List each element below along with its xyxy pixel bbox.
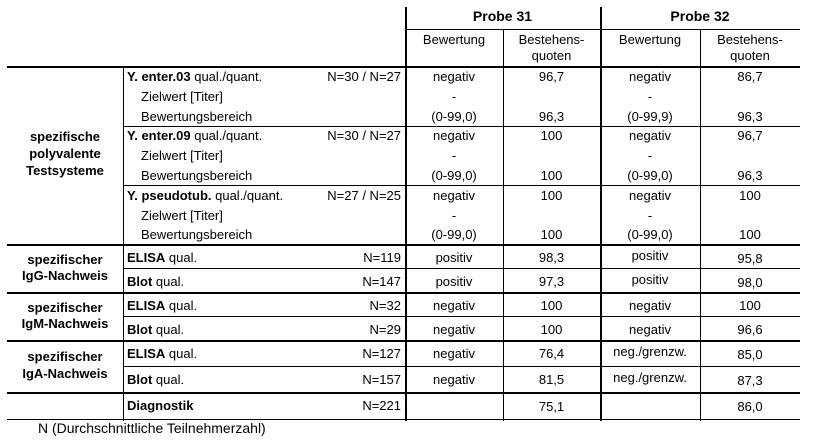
p31-quote: 100 xyxy=(540,322,563,337)
col-quote-header-l2: quoten xyxy=(531,48,572,63)
probe-32-header: Probe 32 xyxy=(670,8,730,24)
p31-bewertung: negativ xyxy=(433,372,475,387)
p32-bewertung: negativ xyxy=(629,69,671,84)
test-name: Blot qual. xyxy=(127,322,185,337)
p32-range: (0-99,0) xyxy=(627,168,673,183)
p31-quote: 81,5 xyxy=(538,372,565,387)
participant-count: N=157 xyxy=(362,372,401,387)
p31-quote: 76,4 xyxy=(538,346,565,361)
p32-quote: 85,0 xyxy=(737,347,763,362)
p32-quote: 86,7 xyxy=(737,69,763,84)
col-quote-header-l1: Bestehens- xyxy=(518,32,585,47)
p31-quote: 98,3 xyxy=(538,250,565,265)
participant-count: N=29 xyxy=(369,322,401,337)
p31-dash: - xyxy=(451,89,457,104)
p32-quote: 96,6 xyxy=(737,322,763,337)
p31-bewertung: negativ xyxy=(433,128,475,143)
group-label: Testsysteme xyxy=(26,163,104,178)
diagnostik-label: Diagnostik xyxy=(127,398,194,413)
participant-count: N=127 xyxy=(362,346,401,361)
grid-line xyxy=(123,268,800,269)
sub-label: Bewertungsbereich xyxy=(141,168,253,183)
grid-line xyxy=(7,340,800,342)
p31-quote: 100 xyxy=(540,227,563,242)
p32-quote: 100 xyxy=(739,227,761,242)
participant-count: N=147 xyxy=(362,274,401,289)
group-label: polyvalente xyxy=(29,146,101,161)
p31-bewertung: negativ xyxy=(433,188,475,203)
participant-count: N=27 / N=25 xyxy=(327,188,401,203)
p32-range: (0-99,0) xyxy=(627,227,673,242)
test-name: Y. pseudotub. qual./quant. xyxy=(127,188,284,203)
grid-line xyxy=(7,244,800,246)
p32-quote: 95,8 xyxy=(737,251,763,266)
footnote: N (Durchschnittliche Teilnehmerzahl) xyxy=(38,420,266,436)
grid-line xyxy=(503,30,504,421)
test-name: ELISA qual. xyxy=(127,298,198,313)
p32-bewertung: positiv xyxy=(631,272,669,287)
p32-quote: 86,0 xyxy=(737,399,763,414)
p31-range: (0-99,0) xyxy=(431,109,477,124)
p31-dash: - xyxy=(451,148,457,163)
grid-line xyxy=(405,29,800,30)
p31-bewertung: positiv xyxy=(435,274,473,289)
col-bewertung-header: Bewertung xyxy=(422,32,486,47)
p32-quote: 96,7 xyxy=(737,128,763,143)
p32-bewertung: negativ xyxy=(629,128,671,143)
col-quote-header-l2: quoten xyxy=(730,48,770,63)
test-name: ELISA qual. xyxy=(127,250,198,265)
participant-count: N=30 / N=27 xyxy=(327,128,401,143)
p31-bewertung: negativ xyxy=(433,69,475,84)
grid-line xyxy=(7,392,800,394)
p32-quote: 98,0 xyxy=(737,275,763,290)
p31-quote: 96,3 xyxy=(538,109,565,124)
p32-quote: 100 xyxy=(739,188,761,203)
participant-count: N=30 / N=27 xyxy=(327,69,401,84)
sub-label: Bewertungsbereich xyxy=(141,227,253,242)
p32-dash: - xyxy=(647,208,653,223)
test-name: Y. enter.09 qual./quant. xyxy=(127,128,263,143)
grid-line xyxy=(7,292,800,294)
p31-bewertung: negativ xyxy=(433,346,475,361)
group-label: spezifischer xyxy=(27,252,103,267)
p32-bewertung: neg./grenzw. xyxy=(613,344,687,359)
p32-quote: 96,3 xyxy=(737,168,763,183)
p31-bewertung: negativ xyxy=(433,322,475,337)
p31-bewertung: positiv xyxy=(435,250,473,265)
test-name: Y. enter.03 qual./quant. xyxy=(127,69,263,84)
p31-range: (0-99,0) xyxy=(431,227,477,242)
group-label: spezifischer xyxy=(27,349,103,364)
grid-line xyxy=(123,185,800,186)
sub-label: Zielwert [Titer] xyxy=(141,148,223,163)
group-label: IgM-Nachweis xyxy=(21,316,109,331)
p32-bewertung: negativ xyxy=(629,322,671,337)
p32-bewertung: positiv xyxy=(631,248,669,263)
grid-line xyxy=(123,366,800,367)
p31-quote: 100 xyxy=(540,168,563,183)
group-label: spezifischer xyxy=(27,300,103,315)
group-label: spezifische xyxy=(29,129,101,144)
p31-quote: 100 xyxy=(540,188,563,203)
col-bewertung-header: Bewertung xyxy=(618,32,682,47)
p31-quote: 97,3 xyxy=(538,274,565,289)
p31-dash: - xyxy=(451,208,457,223)
grid-line xyxy=(123,126,800,127)
participant-count: N=32 xyxy=(369,298,401,313)
group-label: IgG-Nachweis xyxy=(22,268,108,283)
p32-bewertung: negativ xyxy=(629,188,671,203)
p31-range: (0-99,0) xyxy=(431,168,477,183)
p31-bewertung: negativ xyxy=(433,298,475,313)
p32-dash: - xyxy=(647,89,653,104)
participant-count: N=119 xyxy=(363,250,401,265)
p31-quote: 100 xyxy=(540,298,563,313)
sub-label: Zielwert [Titer] xyxy=(141,208,223,223)
p32-dash: - xyxy=(647,148,653,163)
probe-31-header: Probe 31 xyxy=(472,8,533,24)
grid-line xyxy=(123,316,800,317)
p32-bewertung: negativ xyxy=(629,298,671,313)
col-quote-header-l1: Bestehens- xyxy=(717,32,783,47)
p31-quote: 100 xyxy=(540,128,563,143)
p32-bewertung: neg./grenzw. xyxy=(613,370,687,385)
p31-quote: 75,1 xyxy=(538,399,565,414)
test-name: Blot qual. xyxy=(127,274,185,289)
p32-quote: 87,3 xyxy=(737,373,763,388)
p31-quote: 96,7 xyxy=(538,69,565,84)
grid-line xyxy=(7,66,800,68)
sub-label: Bewertungsbereich xyxy=(141,109,253,124)
p32-range: (0-99,9) xyxy=(627,109,673,124)
grid-line xyxy=(700,30,701,421)
p32-quote: 100 xyxy=(739,298,761,313)
sub-label: Zielwert [Titer] xyxy=(141,89,223,104)
test-name: Blot qual. xyxy=(127,372,185,387)
test-name: ELISA qual. xyxy=(127,346,198,361)
p32-quote: 96,3 xyxy=(737,109,763,124)
participant-count: N=221 xyxy=(362,398,401,413)
group-label: IgA-Nachweis xyxy=(22,366,108,381)
